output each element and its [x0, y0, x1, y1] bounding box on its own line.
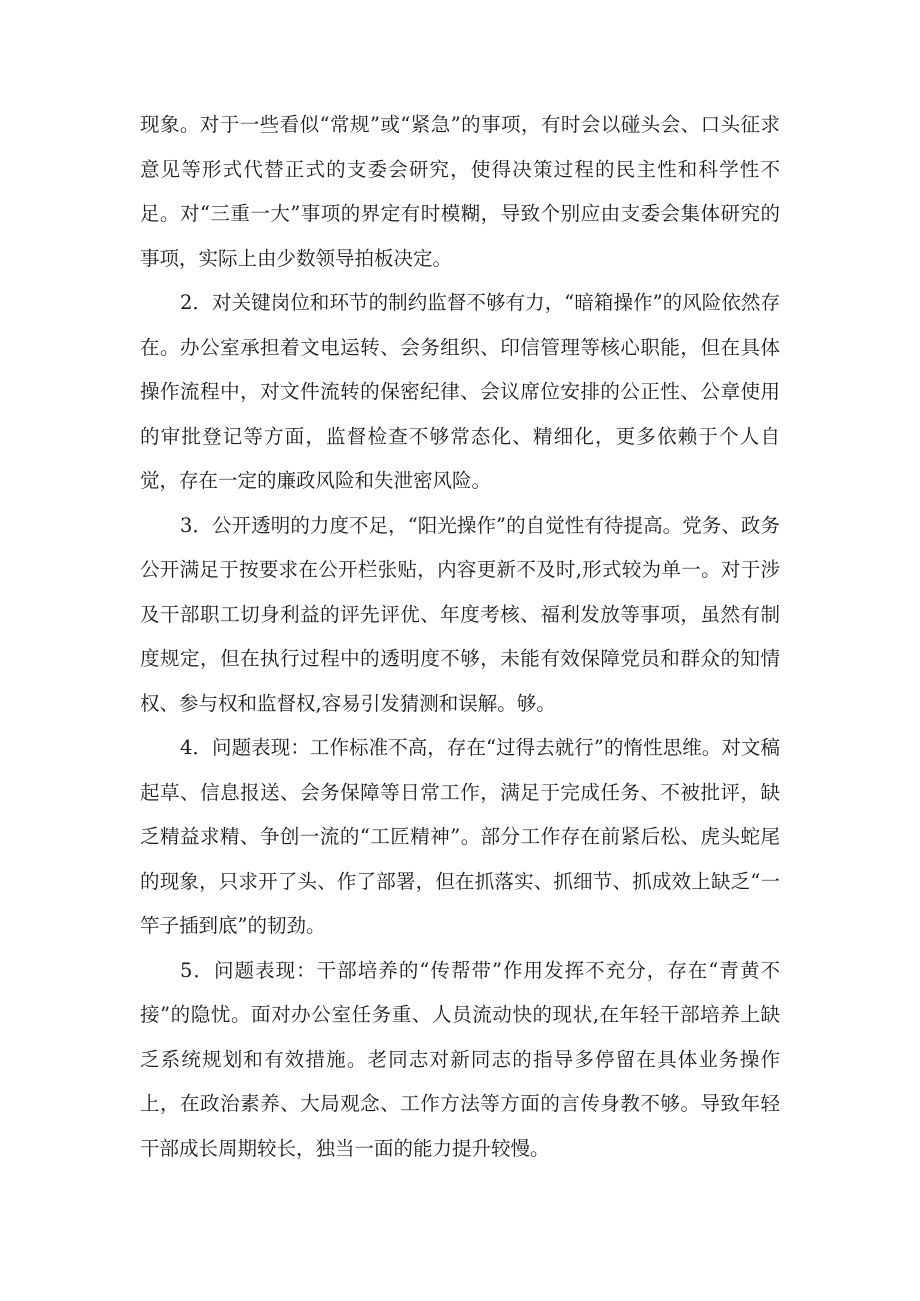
- paragraph-item-2: 2．对关键岗位和环节的制约监督不够有力，“暗箱操作”的风险依然存在。办公室承担着文电运转、会务组织、印信管理等核心职能，但在具体操作流程中，对文件流转的保密纪律、会议席位安排的公正性、公章使用的审批登记等方面，监督检查不够常态化、精细化，更多依赖于个人自觉，存在一定的廉政风险和失泄密风险。: [140, 291, 780, 492]
- paragraph-item-4: 4．问题表现：工作标准不高，存在“过得去就行”的惰性思维。对文稿起草、信息报送、会务保障等日常工作，满足于完成任务、不被批评，缺乏精益求精、争创一流的“工匠精神”。部分工作存在前紧后松、虎头蛇尾的现象，只求开了头、作了部署，但在抓落实、抓细节、抓成效上缺乏“一竿子插到底”的韧劲。: [140, 736, 780, 937]
- paragraph-continuation: 现象。对于一些看似“常规”或“紧急”的事项，有时会以碰头会、口头征求意见等形式代替正式的支委会研究，使得决策过程的民主性和科学性不足。对“三重一大”事项的界定有时模糊，导致个别应由支委会集体研究的事项，实际上由少数领导拍板决定。: [140, 113, 780, 270]
- paragraph-item-3: 3．公开透明的力度不足，“阳光操作”的自觉性有待提高。党务、政务公开满足于按要求在公开栏张贴，内容更新不及时,形式较为单一。对于涉及干部职工切身利益的评先评优、年度考核、福利发放等事项，虽然有制度规定，但在执行过程中的透明度不够，未能有效保障党员和群众的知情权、参与权和监督权,容易引发猜测和误解。够。: [140, 513, 780, 715]
- document-body: [140, 103, 780, 1171]
- paragraph-item-5: 5．问题表现：干部培养的“传帮带”作用发挥不充分，存在“青黄不接”的隐忧。面对办公室任务重、人员流动快的现状,在年轻干部培养上缺乏系统规划和有效措施。老同志对新同志的指导多停留在具体业务操作上，在政治素养、大局观念、工作方法等方面的言传身教不够。导致年轻干部成长周期较长，独当一面的能力提升较慢。: [140, 958, 780, 1160]
